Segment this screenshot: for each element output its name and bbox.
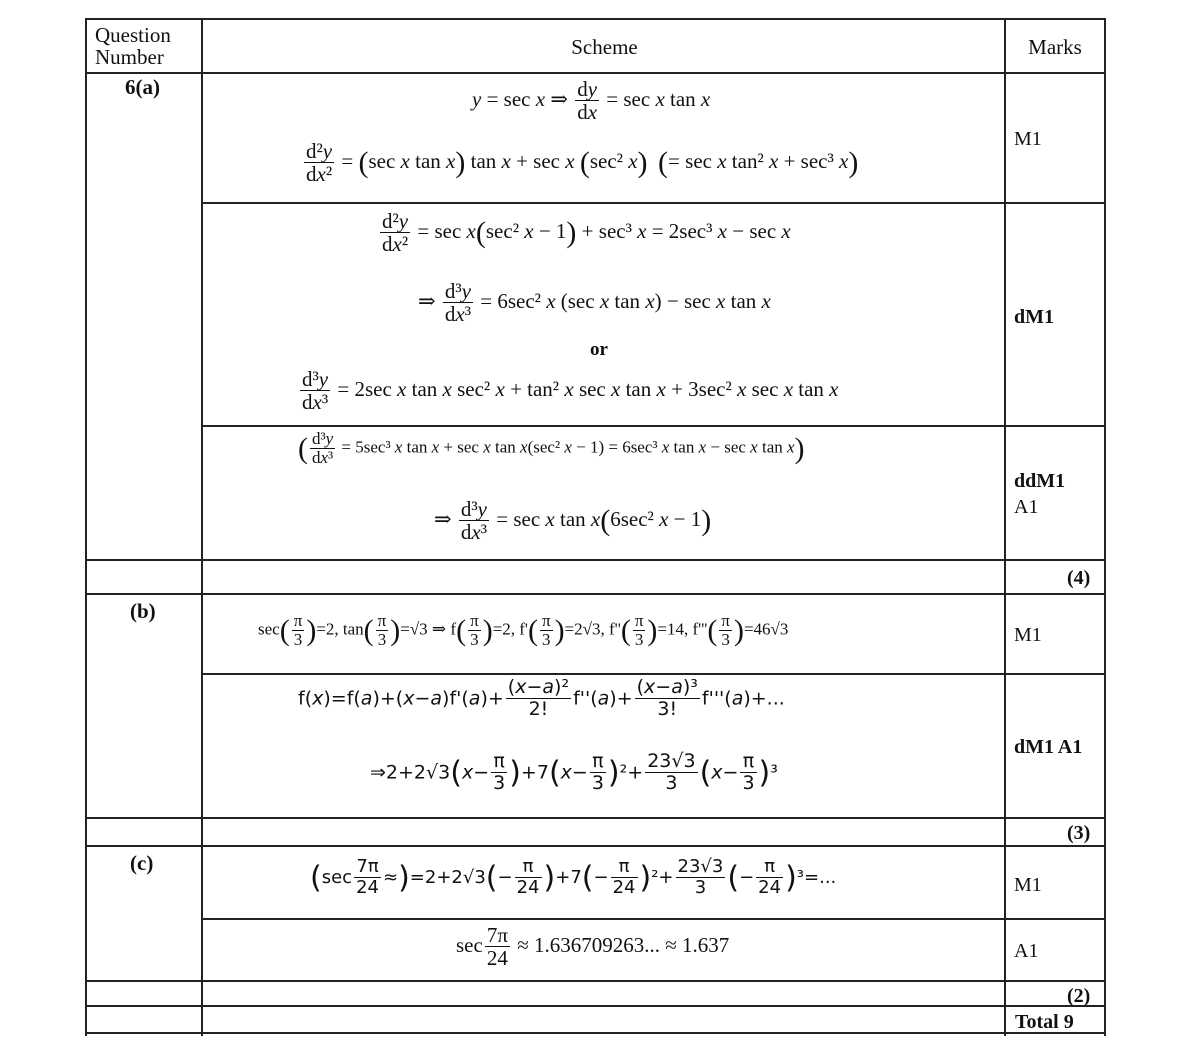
part-b-line2: f(x)=f(a)+(x−a)f'(a)+ $\frac{\text{(x−a)²}}{2!}$ f''(a)+ $\frac{\text{(x−a)³}}{3!}$ f'''(a)+...: [298, 676, 785, 720]
part-a-mark2: dM1: [1014, 306, 1054, 328]
a-line1-text: [0, 0, 1, 1]
part-c-mark1: M1: [1014, 874, 1042, 896]
part-c-subtotal: (2): [1067, 985, 1091, 1007]
header-marks: Marks: [1028, 35, 1082, 59]
part-b-line1: sec( $\frac{\pi}{3}$ )=2, tan( $\frac{\pi}{3}$ )=√3 ⇒ f( $\frac{\pi}{3}$ )=2, f'( $\frac{\pi}{3}$ )=2√3, f''( $\frac{\pi}{3}$ )=14, f'''( $\frac{\pi}{3}$ )=46√3: [258, 611, 789, 649]
header-question-number: Question Number: [95, 23, 171, 70]
part-a-label: 6(a): [125, 75, 160, 99]
part-c-mark2: A1: [1014, 940, 1039, 962]
part-b-label: (b): [130, 599, 156, 623]
total-marks: Total 9: [1015, 1011, 1074, 1033]
header-scheme: Scheme: [571, 35, 638, 59]
part-b-subtotal: (3): [1067, 822, 1091, 844]
part-a-line2: $\frac{\text{d²y}}{\text{dx²}}$ = (sec x tan x) tan x + sec x (sec² x) (= sec x tan² x + sec³ x): [306, 139, 859, 187]
part-b-mark1: M1: [1014, 624, 1042, 646]
part-b-mark2: dM1 A1: [1014, 736, 1083, 758]
part-a-mark3b: A1: [1014, 496, 1039, 518]
part-a-line5: $\frac{\text{d³y}}{\text{dx³}}$ = 2sec x tan x sec² x + tan² x sec x tan x + 3sec² x sec x tan x: [302, 367, 839, 415]
part-a-line4: ⇒ $\frac{\text{d³y}}{\text{dx³}}$ = 6sec² x (sec x tan x) − sec x tan x: [418, 279, 771, 327]
part-a-or: or: [590, 339, 608, 360]
part-a-line6: ( $\frac{\text{d³y}}{\text{dx³}}$ = 5sec³ x tan x + sec x tan x(sec² x − 1) = 6sec³ x tan x − sec x tan x): [298, 429, 805, 467]
part-a-mark1: M1: [1014, 128, 1042, 150]
part-c-line1: (sec $\frac{7\pi}{24}$ ≈)=2+2√3(− $\frac{\pi}{24}$ )+7(− $\frac{\pi}{24}$ )²+ $\frac{23√3}{3}$ (− $\frac{\pi}{24}$ )³=...: [310, 856, 837, 898]
part-a-line1: y = sec x ⇒ $\frac{dy}{dx}$ = sec x tan x: [472, 77, 711, 125]
part-a-line7: ⇒ $\frac{\text{d³y}}{\text{dx³}}$ = sec x tan x(6sec² x − 1): [434, 497, 712, 545]
part-a-subtotal: (4): [1067, 567, 1091, 589]
part-a-line3: $\frac{\text{d²y}}{\text{dx²}}$ = sec x(sec² x − 1) + sec³ x = 2sec³ x − sec x: [382, 209, 791, 257]
part-c-label: (c): [130, 851, 154, 875]
part-a-mark3a: ddM1: [1014, 470, 1066, 492]
part-b-line3: ⇒2+2√3(x− $\frac{\pi}{3}$ )+7(x− $\frac{\pi}{3}$ )²+ $\frac{23√3}{3}$ (x− $\frac{\pi}{3}$ )³: [370, 750, 778, 794]
part-c-line2: sec $\frac{7\pi}{24}$ ≈ 1.636709263... ≈ 1.637: [456, 923, 730, 971]
